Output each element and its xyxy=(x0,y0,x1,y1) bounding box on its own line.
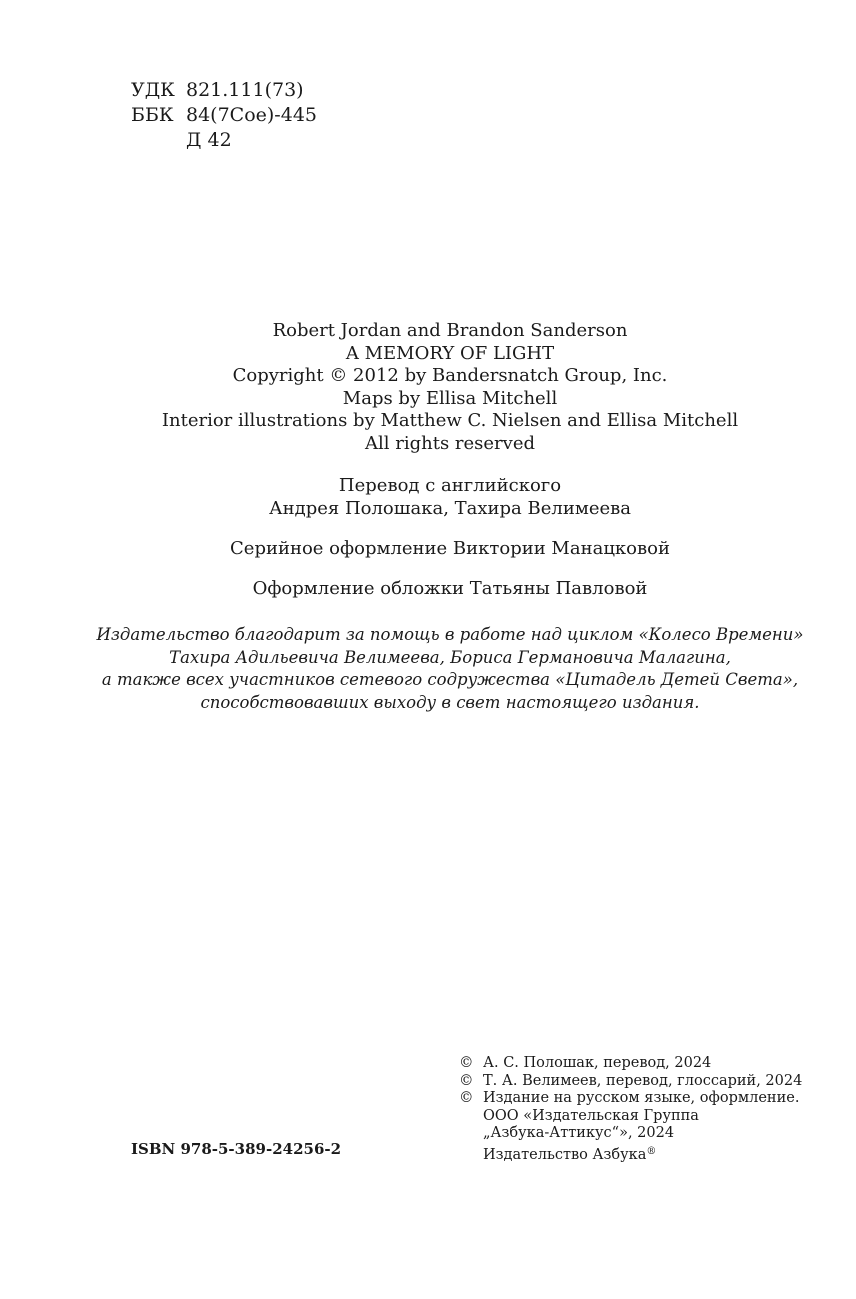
udk-label: УДК xyxy=(131,79,175,101)
copyright-row: © Т. А. Велимеев, перевод, глоссарий, 2024 xyxy=(459,1072,803,1089)
copyright-row: © А. С. Полошак, перевод, 2024 xyxy=(459,1055,712,1071)
bbk-value: 84(7Сое)-445 xyxy=(186,104,317,126)
translators: Андрея Полошака, Тахира Велимеева xyxy=(268,497,631,519)
author-mark: Д 42 xyxy=(186,129,232,151)
acknowledgement-block xyxy=(0,624,856,714)
isbn: ISBN 978-5-389-24256-2 xyxy=(131,1140,342,1158)
udk-value: 821.111(73) xyxy=(186,79,304,101)
bbk-label: ББК xyxy=(131,104,174,126)
copyright-symbol: © xyxy=(459,1090,474,1107)
illustrations-credit: Interior illustrations by Matthew C. Nielsen and Ellisa Mitchell xyxy=(161,410,739,432)
original-edition-block xyxy=(0,320,856,456)
publisher-row: Издательство Азбука® xyxy=(483,1145,657,1163)
copyright-row: © Издание на русском языке, оформление. xyxy=(459,1090,800,1107)
copyright-symbol: © xyxy=(459,1072,474,1089)
ack-line: способствовавших выходу в свет настоящего издания. xyxy=(200,692,700,712)
translation-line: Перевод с английского xyxy=(338,475,562,496)
ack-line: Тахира Адильевича Велимеева, Бориса Германовича Малагина, xyxy=(169,647,731,667)
authors: Robert Jordan and Brandon Sanderson xyxy=(272,320,628,341)
original-copyright: Copyright © 2012 by Bandersnatch Group, Inc. xyxy=(232,365,668,387)
publisher-row: ООО «Издательская Группа xyxy=(483,1107,699,1124)
rights-reserved: All rights reserved xyxy=(365,432,535,454)
copyright-symbol: © xyxy=(459,1055,474,1071)
publisher-row: „Азбука-Аттикус“», 2024 xyxy=(483,1125,675,1142)
bbk-row xyxy=(131,103,317,128)
registered-mark: ® xyxy=(646,1145,657,1157)
author-mark-row xyxy=(131,128,317,153)
series-design: Серийное оформление Виктории Манацковой xyxy=(230,538,670,559)
cover-design: Оформление обложки Татьяны Павловой xyxy=(252,578,648,599)
udk-row xyxy=(131,78,317,103)
ack-line: Издательство благодарит за помощь в работе над циклом «Колесо Времени» xyxy=(96,625,804,644)
copyright-block xyxy=(459,1055,802,1165)
original-title: A MEMORY OF LIGHT xyxy=(345,342,555,364)
translation-block xyxy=(0,475,856,520)
ack-line: а также всех участников сетевого содружества «Цитадель Детей Света», xyxy=(101,670,799,689)
classification-block xyxy=(131,78,317,153)
maps-credit: Maps by Ellisa Mitchell xyxy=(342,387,558,409)
